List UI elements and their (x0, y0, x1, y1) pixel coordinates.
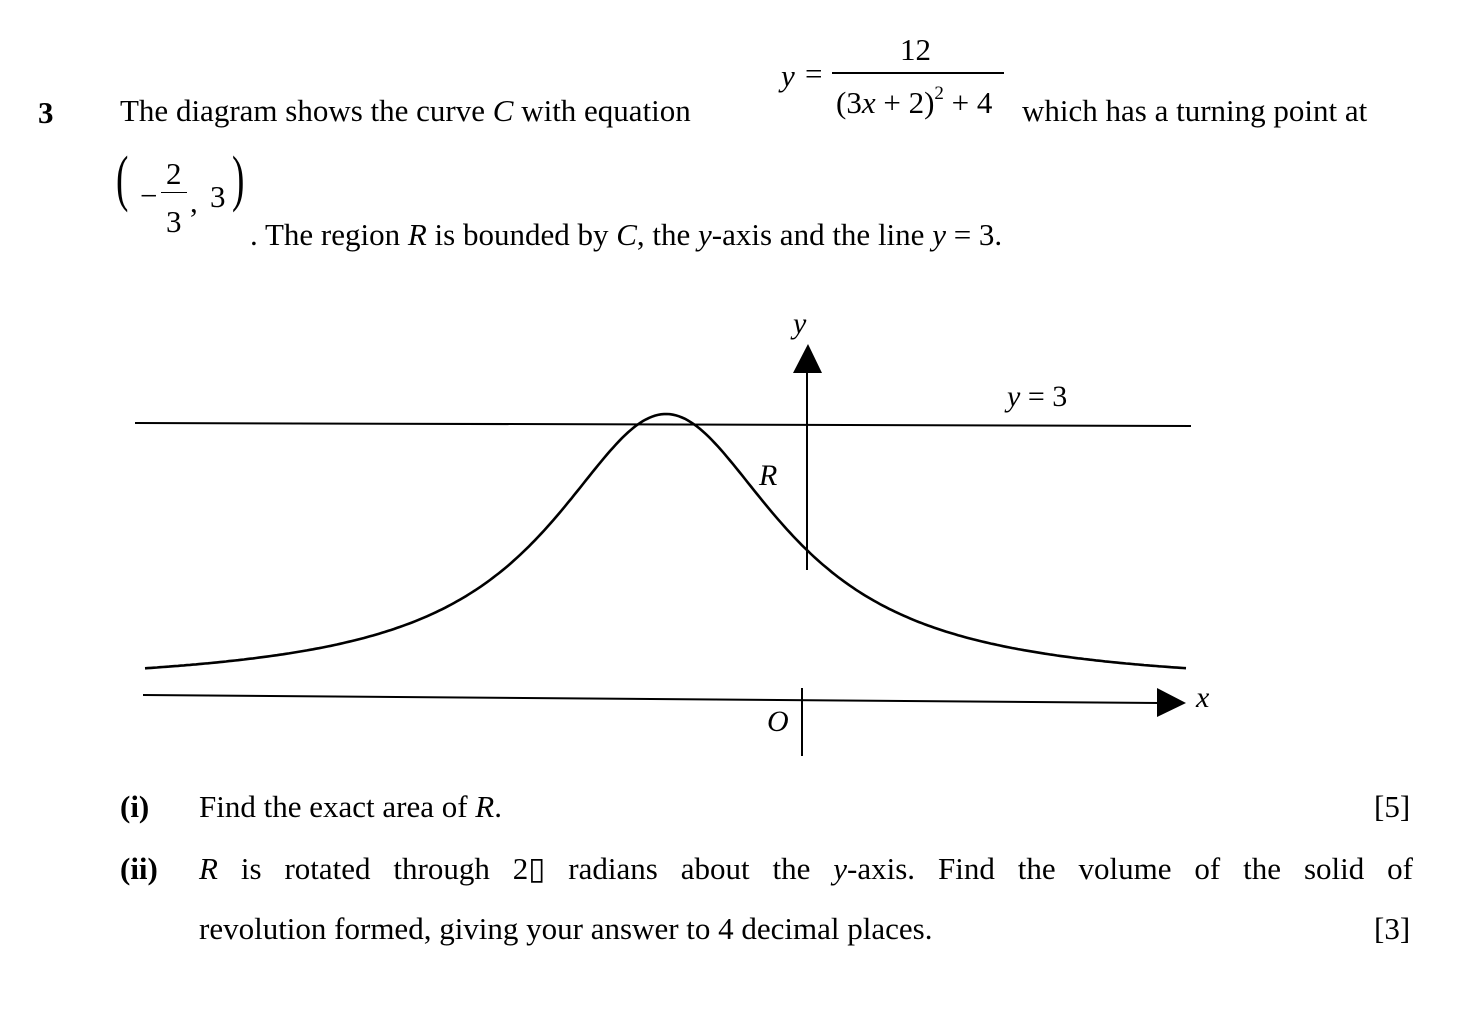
equation-numerator: 12 (900, 32, 931, 67)
part-ii-axis: y (833, 851, 848, 886)
line-label-var: y (1007, 380, 1021, 413)
y-axis-label: y (793, 307, 807, 340)
part-i-text1: Find the exact area of (199, 789, 476, 824)
line2-axis: y (698, 217, 712, 252)
x-axis (143, 695, 1160, 703)
denominator-rest: + 2) (875, 85, 935, 120)
tp-open-paren: ( (116, 145, 129, 213)
line-label-rest: = 3 (1020, 380, 1068, 413)
question-number: 3 (38, 95, 54, 130)
part-ii-label: (ii) (120, 851, 158, 886)
part-ii-marks: [3] (1374, 911, 1411, 946)
line2-part1: . The region (250, 217, 408, 252)
part-i-text2: . (494, 789, 502, 824)
part-ii-line1b: -axis. Find the volume of the solid of (847, 851, 1413, 886)
tp-denominator: 3 (166, 204, 182, 239)
line2-region: R (407, 217, 427, 252)
part-ii-line-2: revolution formed, giving your answer to 4 decimal places. (199, 911, 933, 946)
tp-comma: , (190, 184, 198, 219)
origin-label: O (767, 705, 789, 738)
line2-part4: -axis and the line (711, 217, 933, 252)
part-i-marks: [5] (1374, 789, 1411, 824)
equation-lhs: y (781, 58, 795, 93)
region-label: R (759, 459, 778, 492)
denominator-open: (3 (836, 85, 862, 120)
line-y-equals-3 (135, 423, 1191, 426)
line-label (1004, 380, 1067, 413)
denominator-tail: + 4 (943, 85, 993, 120)
tp-minus: − (140, 178, 158, 213)
line2-part5: = 3. (945, 217, 1003, 252)
x-axis-arrow (1157, 688, 1186, 717)
tp-close-paren: ) (232, 145, 245, 213)
denominator-power: 2 (934, 83, 944, 104)
part-ii-line1: is rotated through 2▯ radians about the (217, 851, 834, 886)
line2-line-var: y (932, 217, 946, 252)
intro-suffix: which has a turning point at (1022, 93, 1368, 128)
part-ii-line-1 (199, 853, 1413, 884)
equation-equals: = (805, 56, 823, 91)
denominator-x: x (861, 85, 876, 120)
curve-c (145, 414, 1186, 668)
line2-part3: , the (636, 217, 699, 252)
y-axis-arrow (793, 344, 822, 373)
x-axis-label: x (1196, 681, 1210, 714)
curve-name: C (492, 93, 514, 128)
part-ii-var: R (199, 851, 218, 886)
part-i-var: R (475, 789, 495, 824)
tp-numerator: 2 (166, 156, 182, 191)
part-i-text (199, 791, 502, 822)
line2-part2: is bounded by (426, 217, 617, 252)
line2-curve: C (616, 217, 637, 252)
part-i-label: (i) (120, 789, 150, 824)
tp-y: 3 (210, 179, 226, 214)
intro-prefix: The diagram shows the curve (120, 93, 493, 128)
intro-with: with equation (513, 93, 691, 128)
